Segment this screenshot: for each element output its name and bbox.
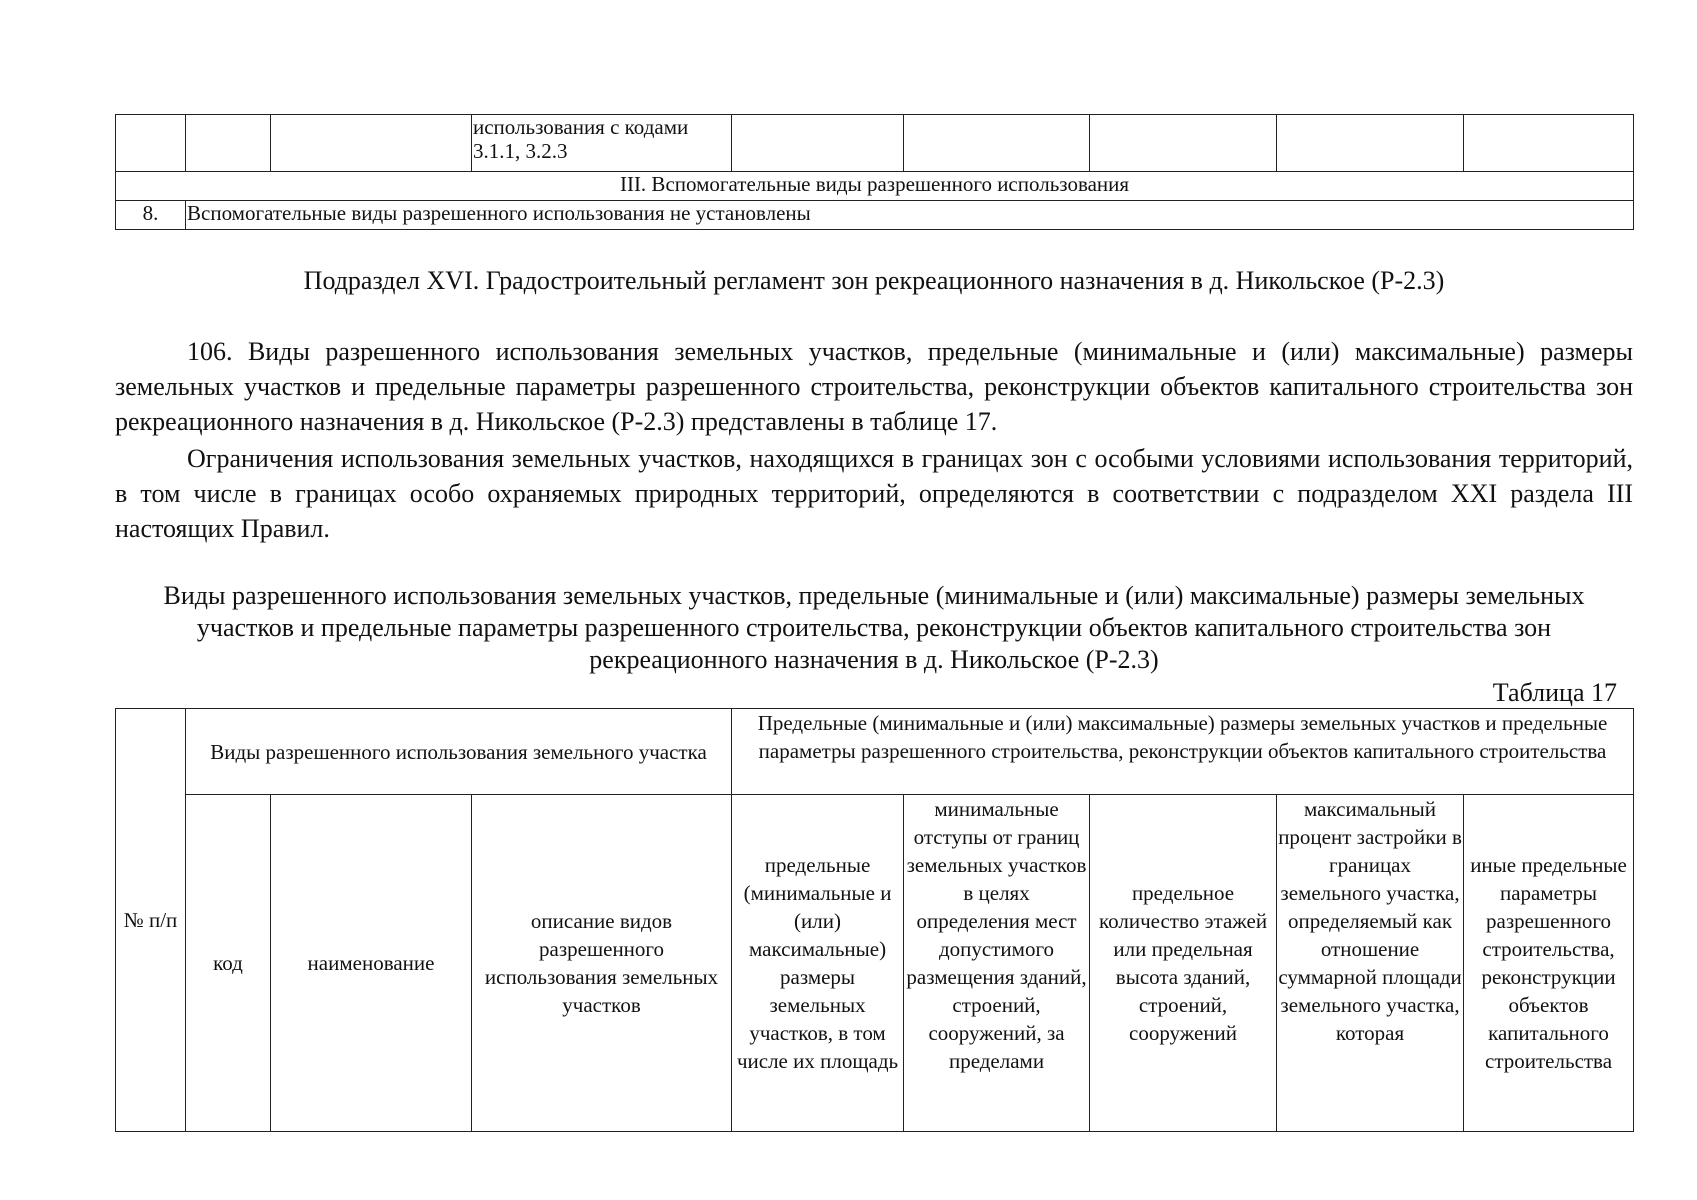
- table-cell: [904, 115, 1090, 172]
- group-header-uses: Виды разрешенного использования земельного участка: [186, 709, 732, 795]
- header-text: минимальные отступы от границ земельных участков в целях определения мест допустимого размещения зданий, строений, сооружений, за пределами: [906, 797, 1087, 1073]
- table-row: [116, 201, 1634, 230]
- table-cell: [186, 115, 271, 172]
- table-row: [116, 115, 1634, 172]
- row-text-cell: Вспомогательные виды разрешенного использования не установлены: [186, 201, 1634, 230]
- row-number-cell: 8.: [116, 201, 186, 230]
- paragraph: 106. Виды разрешенного использования земельных участков, предельные (минимальные и (или) максимальные) размеры земельных участков и предельные параметры разрешенного строительства, реконструкции объектов капитального строительства зон рекреационного назначения в д. Никольское (Р-2.3) представлены в таблице 17.: [115, 337, 1633, 436]
- table-cell: [1090, 115, 1277, 172]
- table-cell: [1464, 115, 1634, 172]
- table-header-row: [116, 795, 1634, 1132]
- group-header-parameters: Предельные (минимальные и (или) максимальные) размеры земельных участков и предельные параметры разрешенного строительства, реконструкции объектов капитального строительства: [732, 709, 1634, 795]
- table-cell: [116, 115, 186, 172]
- table-caption: Виды разрешенного использования земельных участков, предельные (минимальные и (или) максимальные) размеры земельных участков и предельные параметры разрешенного строительства, реконструкции объектов капитального строительства зон рекреационного назначения в д. Никольское (Р-2.3): [163, 581, 1585, 674]
- col-header-number: № п/п: [116, 709, 186, 1132]
- col-header-other: иные предельные параметры разрешенного строительства, реконструкции объектов капитального строительства: [1464, 795, 1634, 1132]
- continuation-table: [115, 114, 1634, 230]
- col-header-description: описание видов разрешенного использования земельных участков: [472, 795, 732, 1132]
- table-row: [116, 172, 1634, 201]
- use-description-cell: использования с кодами 3.1.1, 3.2.3: [472, 115, 732, 172]
- subsection-title: Подраздел XVI. Градостроительный регламент зон рекреационного назначения в д. Никольское (Р-2.3): [303, 266, 1445, 295]
- paragraph: Ограничения использования земельных участков, находящихся в границах зон с особыми условиями использования территорий, в том числе в границах особо охраняемых природных территорий, определяются в соответствии с подразделом XXI раздела III настоящих Правил.: [115, 444, 1633, 543]
- table-cell: [732, 115, 904, 172]
- col-header-floors: предельное количество этажей или предельная высота зданий, строений, сооружений: [1090, 795, 1277, 1132]
- table-cell: [271, 115, 472, 172]
- col-header-setbacks: [904, 795, 1090, 1132]
- col-header-percent: [1277, 795, 1464, 1132]
- col-header-sizes: предельные (минимальные и (или) максимальные) размеры земельных участков, в том числе их площадь: [732, 795, 904, 1132]
- col-header-code: код: [186, 795, 271, 1132]
- table-cell: [1277, 115, 1464, 172]
- col-header-name: наименование: [271, 795, 472, 1132]
- section-title-cell: III. Вспомогательные виды разрешенного использования: [116, 172, 1634, 201]
- table-header-row: [116, 709, 1634, 795]
- regulation-table: [115, 708, 1634, 1132]
- table-number: Таблица 17: [1492, 678, 1617, 707]
- header-text: максимальный процент застройки в границах земельного участка, определяемый как отношение суммарной площади земельного участка, которая: [1278, 797, 1462, 1045]
